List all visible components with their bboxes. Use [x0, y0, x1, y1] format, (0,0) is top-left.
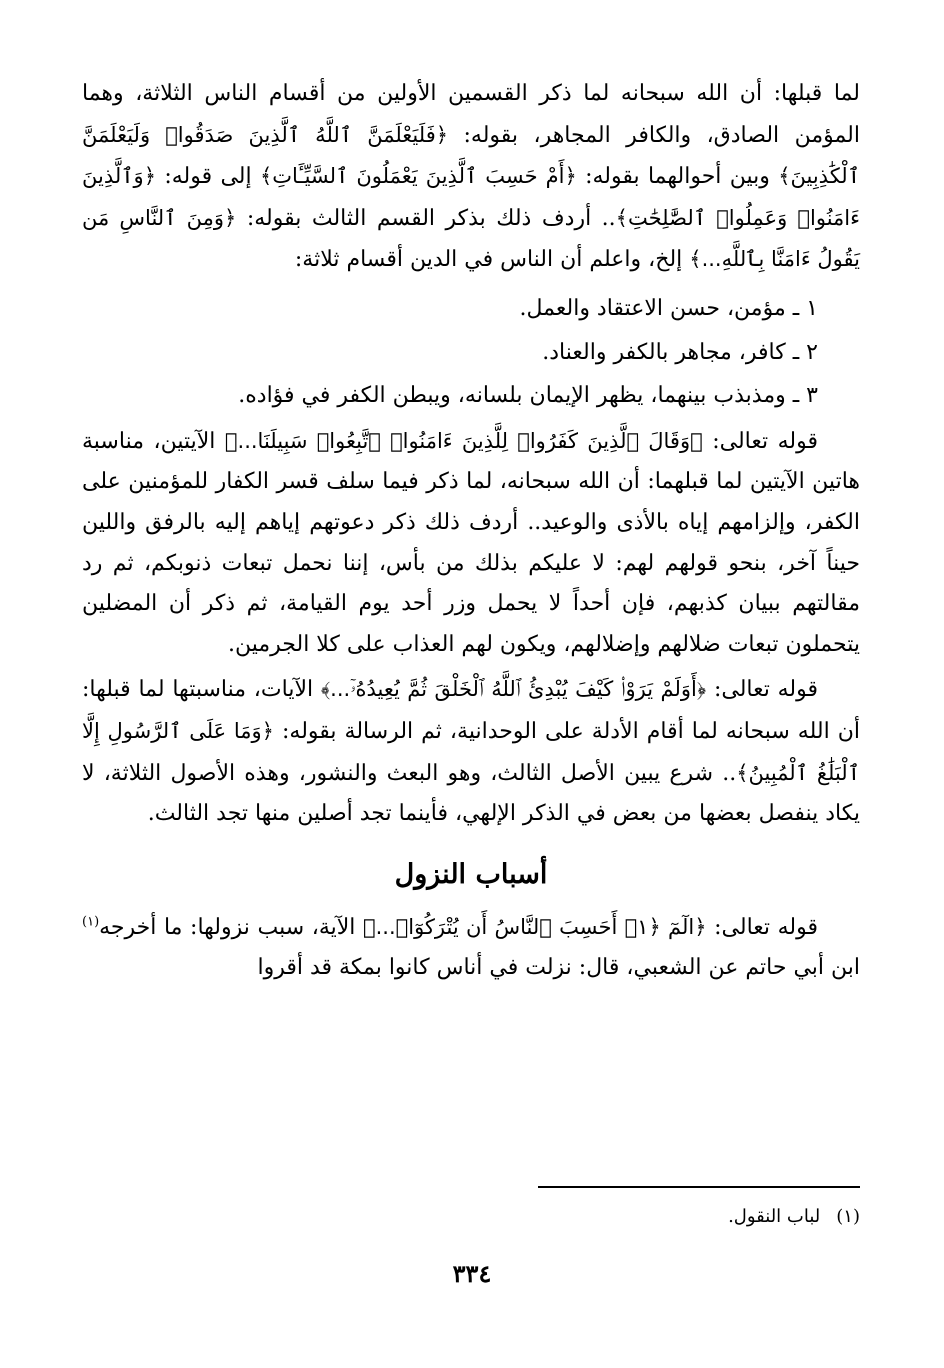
text-run: .. أردف ذلك بذكر القسم الثالث بقوله: — [236, 205, 616, 231]
list-item: ١ ـ مؤمن، حسن الاعتقاد والعمل. — [519, 295, 818, 321]
footnote-number: (١) — [836, 1206, 860, 1227]
text-run: إلى قوله: — [156, 164, 260, 190]
paragraph-two-verses — [82, 421, 860, 666]
footnote-divider — [538, 1186, 860, 1188]
categories-list — [82, 289, 860, 417]
text-run: الآيات، مناسبتها لما قبلها: أن الله سبحانه لما أقام الأدلة على الوحدانية، ثم الرسالة بقوله: — [82, 677, 860, 744]
list-item: ٣ ـ ومذبذب بينهما، يظهر الإيمان بلسانه، ويبطن الكفر في فؤاده. — [238, 383, 818, 409]
text-run: ابن أبي حاتم عن الشعبي، قال: نزلت في أناس كانوا بمكة قد أقروا — [257, 955, 860, 981]
text-run: الآية، سبب نزولها: ما أخرجه — [99, 914, 364, 940]
footnote-text: لباب النقول. — [728, 1206, 821, 1227]
quran-verse: ﴿وَقَالَ ٱلَّذِينَ كَفَرُوا۟ لِلَّذِينَ ءَامَنُوا۟ ٱتَّبِعُوا۟ سَبِيلَنَا...﴾ — [224, 428, 703, 453]
quran-verse: ﴿فَلَيَعْلَمَنَّ ٱللَّهُ ٱلَّذِينَ صَدَقُوا۟ وَلَيَعْلَمَنَّ ٱلْكَٰذِبِينَ﴾ — [82, 122, 860, 189]
text-run: لما قبلها: أن الله سبحانه لما ذكر القسمين الأولين من أقسام الناس الثلاثة، وهما المؤمن الصادق، والكافر المجاهر، بقوله: — [82, 81, 860, 148]
page-body — [82, 74, 860, 989]
text-run: قوله تعالى: — [706, 677, 818, 703]
footnote-reference[interactable]: (١) — [82, 914, 100, 930]
paragraph-intro — [82, 74, 860, 281]
quran-verse: ﴿أَوَلَمْ يَرَوْا۟ كَيْفَ يُبْدِئُ ٱللَّهُ ٱلْخَلْقَ ثُمَّ يُعِيدُهُۥٓ...﴾ — [320, 677, 707, 702]
quran-verse: ﴿وَٱلَّذِينَ ءَامَنُوا۟ وَعَمِلُوا۟ ٱلصَّٰلِحَٰتِ﴾ — [82, 164, 861, 230]
quran-verse: ﴿وَمِنَ ٱلنَّاسِ مَن يَقُولُ ءَامَنَّا بِٱللَّهِ...﴾ — [82, 205, 860, 272]
page-number: ٣٣٤ — [452, 1259, 492, 1288]
text-run: الآيتين، مناسبة هاتين الآيتين لما قبلهما: أن الله سبحانه، لما ذكر فيما سلف قسر الكفار للمؤمنين على الكفر، وإلزامهم إياه بالأذى والوعيد.. أردف ذلك ذكر دعوتهم إياهم إليه بالرفق واللين حيناً آخر، بنحو قولهم لهم: لا عليكم بذلك من بأس، إننا نحمل تبعات ذنوبكم، ثم رد مقالتهم ببيان كذبهم، فإن أحداً لا يحمل وزر أحد يوم القيامة، ثم ذكر أن المضلين يتحملون تبعات ضلالهم وإضلالهم، ويكون لهم العذاب على كلا الجرمين. — [82, 428, 860, 657]
quran-verse: ﴿أَمْ حَسِبَ ٱلَّذِينَ يَعْمَلُونَ ٱلسَّيِّـَٔاتِ﴾ — [259, 164, 577, 189]
list-item: ٢ ـ كافر، مجاهر بالكفر والعناد. — [542, 339, 818, 365]
paragraph-revelation-cause — [82, 907, 860, 989]
text-run: إلخ، واعلم أن الناس في الدين أقسام ثلاثة: — [294, 247, 690, 273]
footnote — [82, 1202, 860, 1232]
text-run: .. شرع يبين الأصل الثالث، وهو البعث والنشور، وهذه الأصول الثلاثة، لا يكاد ينفصل بعضها من بعض في الذكر الإلهي، فأينما تجد أصلين منها تجد الثالث. — [82, 760, 860, 827]
text-run: وبين أحوالهما بقوله: — [576, 164, 779, 190]
quran-verse: ﴿وَمَا عَلَى ٱلرَّسُولِ إِلَّا ٱلْبَلَٰغُ ٱلْمُبِينُ﴾ — [82, 718, 861, 785]
section-heading: أسباب النزول — [394, 858, 548, 890]
quran-verse: ﴿الٓمٓ ﴿١﴾ أَحَسِبَ ٱلنَّاسُ أَن يُتْرَكُوٓا۟...﴾ — [363, 914, 707, 939]
paragraph-resurrection — [82, 669, 860, 834]
text-run: قوله تعالى: — [706, 914, 818, 940]
text-run: قوله تعالى: — [702, 428, 819, 454]
